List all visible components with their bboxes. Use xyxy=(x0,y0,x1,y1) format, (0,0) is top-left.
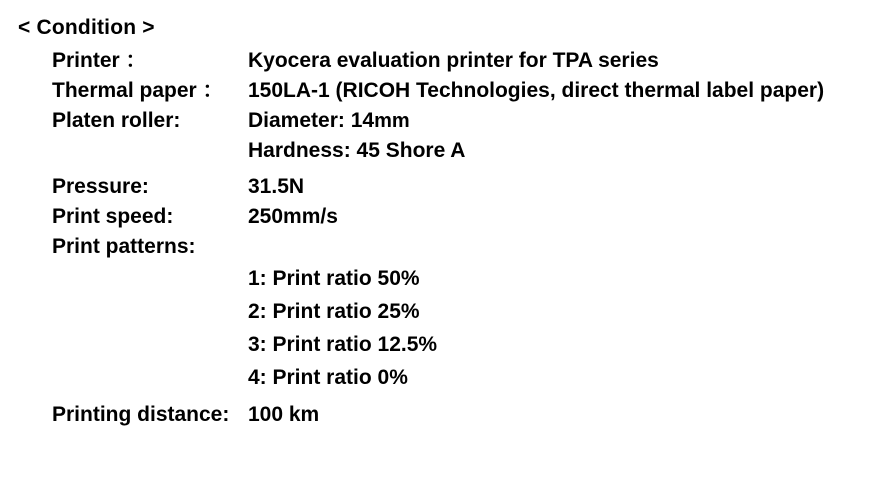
pattern-1-value: 1: Print ratio 50% xyxy=(248,267,420,290)
pattern-2-label xyxy=(52,295,248,328)
thermal-paper-label: Thermal paper ： xyxy=(52,79,224,102)
platen-roller-hardness-value: Hardness: 45 Shore A xyxy=(248,139,466,162)
printing-distance-label: Printing distance: xyxy=(52,403,230,426)
list-item xyxy=(52,262,824,295)
table-row xyxy=(52,76,824,106)
table-row xyxy=(52,232,824,262)
thermal-paper-value: 150LA-1 (RICOH Technologies, direct thermal label paper) xyxy=(248,79,825,102)
pattern-1-label xyxy=(52,262,248,295)
pattern-4-value: 4: Print ratio 0% xyxy=(248,366,408,389)
platen-roller-diameter-text: Diameter: 14 xyxy=(248,109,375,132)
table-row xyxy=(52,172,824,202)
table-row xyxy=(52,202,824,232)
section-title: < Condition > xyxy=(18,16,155,39)
platen-roller-diameter-unit: mm xyxy=(374,110,410,132)
pressure-label: Pressure: xyxy=(52,175,149,198)
print-speed-label: Print speed: xyxy=(52,205,174,228)
print-patterns-label: Print patterns: xyxy=(52,235,196,258)
list-item xyxy=(52,328,824,361)
table-row xyxy=(52,46,824,76)
platen-roller-hardness-label xyxy=(52,136,248,166)
platen-roller-diameter-value xyxy=(248,106,824,136)
printer-value: Kyocera evaluation printer for TPA series xyxy=(248,49,659,72)
platen-roller-label: Platen roller: xyxy=(52,109,181,132)
printer-label: Printer ： xyxy=(52,49,147,72)
print-speed-value: 250mm/s xyxy=(248,205,338,228)
table-row xyxy=(52,400,824,430)
condition-spec-table xyxy=(52,46,824,430)
list-item xyxy=(52,295,824,328)
printing-distance-value: 100 km xyxy=(248,403,320,426)
pattern-3-value: 3: Print ratio 12.5% xyxy=(248,333,438,356)
table-row xyxy=(52,106,824,136)
pattern-3-label xyxy=(52,328,248,361)
pattern-4-label xyxy=(52,361,248,394)
pressure-value: 31.5N xyxy=(248,175,305,198)
pattern-2-value: 2: Print ratio 25% xyxy=(248,300,420,323)
list-item xyxy=(52,361,824,394)
table-row xyxy=(52,136,824,166)
print-patterns-value xyxy=(248,232,824,262)
